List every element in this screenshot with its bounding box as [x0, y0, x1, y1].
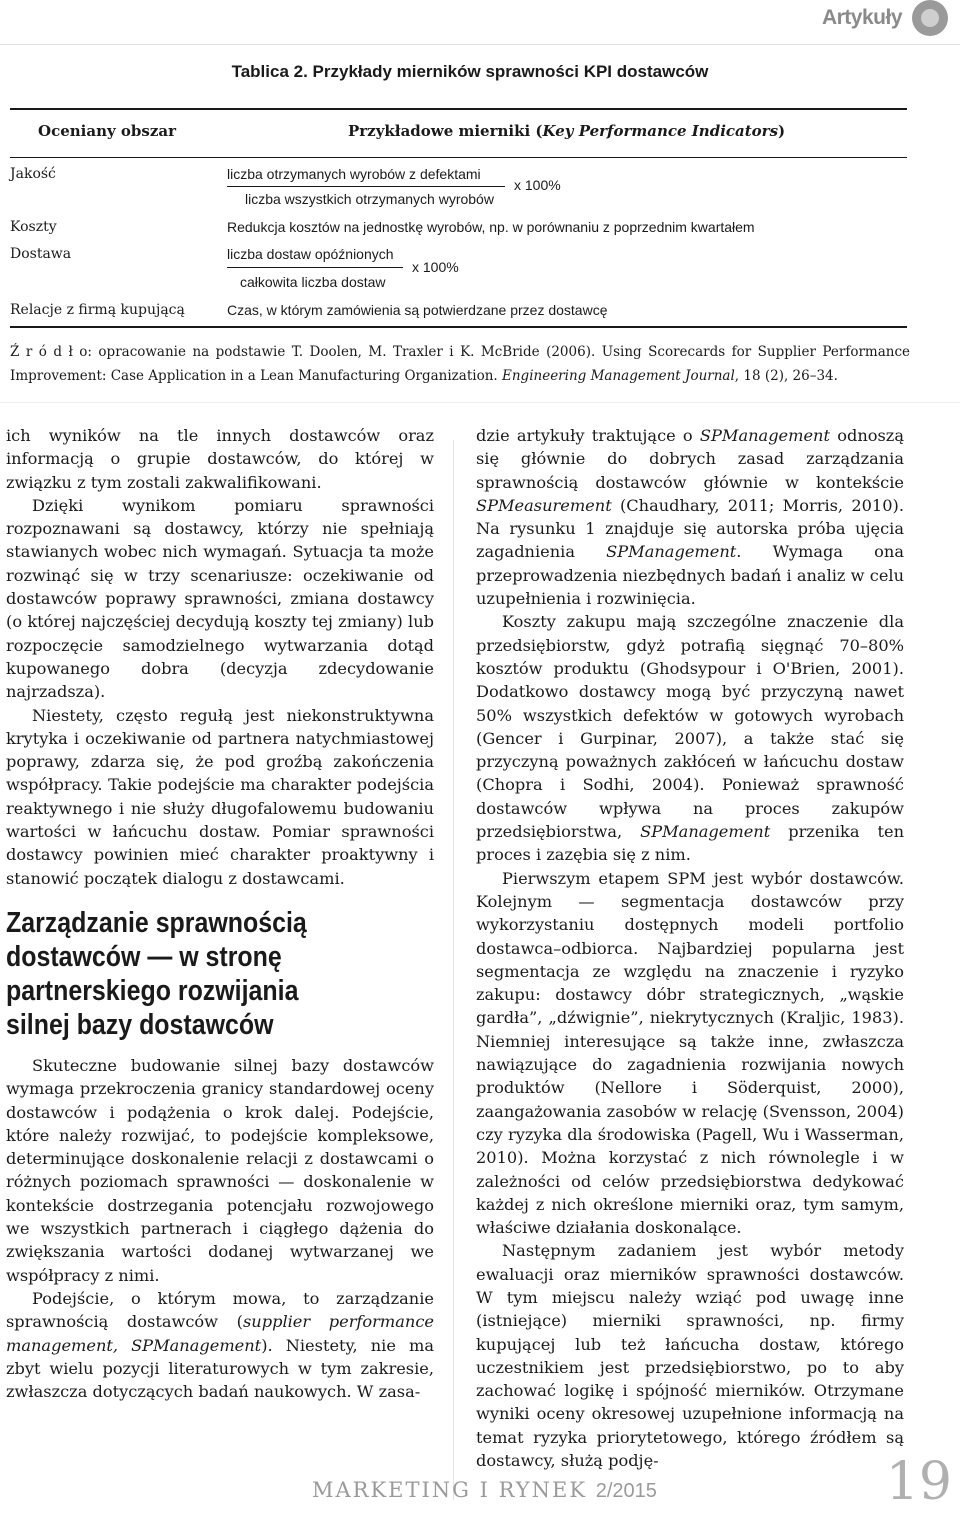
header-divider: [0, 44, 960, 45]
column-divider: [453, 440, 454, 1500]
paragraph: Następnym zadaniem jest wybór metody ewaluacji oraz mierników sprawności dostawców. W tym miejscu należy wziąć pod uwagę inne (istniejące) mierniki sprawności, np. firmy kupującej lub też łańcucha dostaw, którego uczestnikiem jest przedsiębiorstwo, po to aby zachować logikę i spójność mierników. Otrzymane wyniki oceny okresowej uzupełnione informacją na temat ryzyka priorytetowego, którego źródłem są dostawcy, służą podję-: [476, 1241, 904, 1471]
paragraph: Niestety, często regułą jest niekonstruktywna krytyka i oczekiwanie od partnera natychmiastowej poprawy, zdarza się, że pod groźbą zakończenia współpracy. Takie podejście ma charakter podejścia reaktywnego i nie służy długofalowemu budowaniu wartości w łańcuchu dostaw. Pomiar sprawności dostawcy powinien mieć charakter proaktywny i stanowić początek dialogu z dostawcami.: [6, 705, 434, 888]
table-top-rule: [10, 108, 907, 110]
row-quality-numerator: liczba otrzymanych wyrobów z defektami: [227, 166, 481, 182]
row-delivery-denominator: całkowita liczba dostaw: [240, 274, 386, 290]
table-title: Tablica 2. Przykłady mierników sprawności KPI dostawców: [231, 62, 709, 81]
left-column-bottom: [6, 1054, 434, 1403]
paragraph: Podejście, o którym mowa, to zarządzanie sprawnością dostawców (supplier performance management, SPManagement). Niestety, nie ma zbyt wielu pozycji literaturowych w tym zakresie, zwłaszcza dotyczących badań naukowych. W zasa-: [6, 1288, 434, 1402]
section-logo-icon: [912, 0, 948, 36]
row-area-costs: Koszty: [10, 219, 57, 235]
section-heading: Zarządzanie sprawnością dostawców — w stronę partnerskiego rozwijania silnej bazy dostawców: [6, 907, 307, 1041]
left-column-top: [6, 424, 434, 890]
paragraph: ich wyników na tle innych dostawców oraz informacją o grupie dostawców, do której w związku z tym zostali zakwalifikowani.: [6, 426, 434, 492]
fraction-bar: [227, 267, 403, 268]
fraction-bar: [227, 186, 505, 187]
page-number: 19: [885, 1452, 952, 1512]
column-header-kpi: Przykładowe mierniki (Key Performance Indicators): [348, 122, 786, 140]
row-area-relations: Relacje z firmą kupującą: [10, 302, 185, 318]
paragraph: Dzięki wynikom pomiaru sprawności rozpoznawani są dostawcy, którzy nie spełniają stawianych wobec nich wymagań. Sytuacja ta może rozwinąć się w trzy scenariusze: oczekiwanie od dostawców poprawy sprawności, zmiana dostawcy (o której najczęściej decydują koszty tej zmiany) lub rozpoczęcie samodzielnego wytwarzania dotąd kupowanego dobra (decyzja zdecydowanie najrzadsza).: [6, 495, 434, 702]
table-header-rule: [10, 157, 907, 158]
row-costs-text: Redukcja kosztów na jednostkę wyrobów, np. w porównaniu z poprzednim kwartałem: [227, 219, 755, 235]
table-bottom-rule: [10, 326, 907, 328]
paragraph: Pierwszym etapem SPM jest wybór dostawców. Kolejnym — segmentacja dostawców przy wykorzystaniu dostępnych modeli portfolio dostawca–odbiorca. Najbardziej popularna jest segmentacja ze względu na znaczenie i ryzyko zakupu: dostawcy dóbr strategicznych, „wąskie gardła”, „dźwignie”, niekrytycznych (Kraljic, 1983). Niemniej interesujące są także inne, zwłaszcza nawiązujące do zagadnienia rozwijania nowych produktów (Nellore i Söderquist, 2000), zaangażowania zasobów w relację (Svensson, 2004) czy ryzyka dla środowiska (Pagell, Wu i Wasserman, 2010). Można korzystać z nich równolegle i w zależności od celów przedsiębiorstwa dedykować każdej z nich określone mierniki oraz, tym samym, właściwe działania doskonalące.: [476, 868, 904, 1238]
paragraph: dzie artykuły traktujące o SPManagement odnoszą się głównie do dobrych zasad zarządzania sprawnością dostawców głównie w kontekście SPMeasurement (Chaudhary, 2011; Morris, 2010). Na rysunku 1 znajduje się autorska próba ujęcia zagadnienia SPManagement. Wymaga ona przeprowadzenia niezbędnych badań i analiz w celu uzupełnienia i rozwinięcia.: [476, 426, 905, 609]
row-delivery-numerator: liczba dostaw opóźnionych: [227, 246, 394, 262]
row-relations-text: Czas, w którym zamówienia są potwierdzane przez dostawcę: [227, 302, 608, 318]
row-delivery-multiplier: x 100%: [412, 259, 459, 275]
paragraph: Koszty zakupu mają szczególne znaczenie dla przedsiębiorstw, gdyż potrafią sięgnąć 70–80% kosztów produktu (Ghodsypour i O'Brien, 2001). Dodatkowo dostawcy mogą być przyczyną nawet 50% wszystkich defektów w gotowych wyrobach (Gencer i Gurpinar, 2007), a także stać się przyczyną poważnych zakłóceń w łańcuchu dostaw (Chopra i Sodhi, 2004). Ponieważ sprawność dostawców wpływa na proces zakupów przedsiębiorstwa, SPManagement przenika ten proces i zazębia się z nim.: [476, 612, 904, 865]
row-quality-multiplier: x 100%: [514, 177, 561, 193]
column-header-area: Oceniany obszar: [38, 122, 176, 140]
row-area-delivery: Dostawa: [10, 246, 72, 262]
paragraph: Skuteczne budowanie silnej bazy dostawców wymaga przekroczenia granicy standardowej oceny dostawców i podążenia o krok dalej. Podejście, które należy rozwijać, to podejście kompleksowe, determinujące doskonalenie relacji z dostawcami o różnych poziomach sprawności — doskonalenie w kontekście dostrzegania potencjału rozwojowego we wszystkich partnerach i ciągłego dążenia do zwiększania wartości dodanej wytwarzanej we współpracy z nimi.: [6, 1056, 434, 1285]
right-column: [476, 424, 904, 1472]
row-quality-denominator: liczba wszystkich otrzymanych wyrobów: [245, 191, 494, 207]
footer-magazine: MARKETING I RYNEK 2/2015: [312, 1478, 657, 1502]
source-divider: [0, 402, 960, 403]
table-source: Ź r ó d ł o: opracowanie na podstawie T. Doolen, M. Traxler i K. McBride (2006). Using Scorecards for Supplier Performance Improvement: Case Application in a Lean Manufacturing Organization. Engineering Management Journal, 18 (2), 26–34.: [10, 344, 910, 384]
row-area-quality: Jakość: [10, 166, 56, 182]
section-label: Artykuły: [821, 6, 902, 29]
